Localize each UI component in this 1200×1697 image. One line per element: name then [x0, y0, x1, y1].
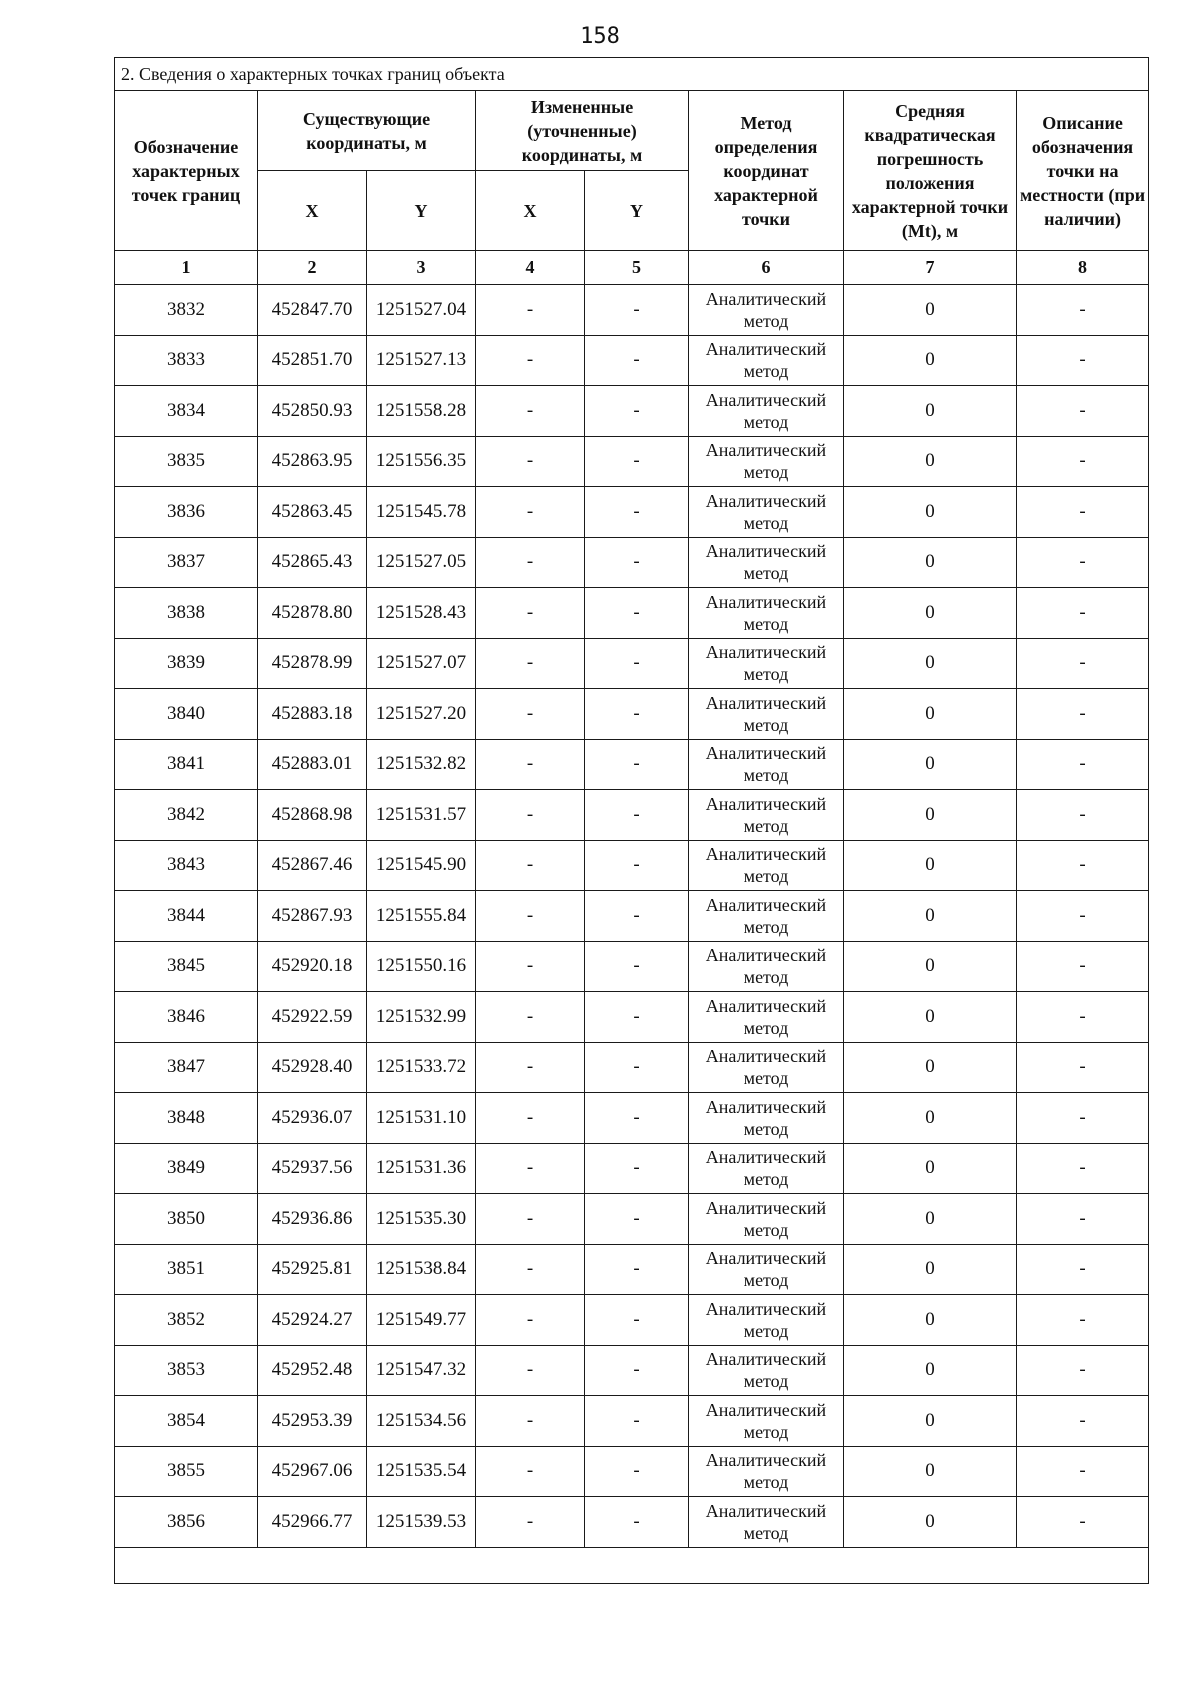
table-row: [115, 335, 1149, 386]
point-id-cell: 3841: [115, 739, 258, 790]
description-cell: -: [1017, 1244, 1149, 1295]
table-row: [115, 1295, 1149, 1346]
header-existing-y: Y: [367, 171, 476, 251]
changed-y-cell: -: [585, 840, 689, 891]
existing-x-cell: 452878.80: [258, 588, 367, 639]
error-cell: 0: [844, 739, 1017, 790]
description-cell: -: [1017, 638, 1149, 689]
changed-y-cell: -: [585, 1396, 689, 1447]
point-id-cell: 3848: [115, 1093, 258, 1144]
description-cell: -: [1017, 1042, 1149, 1093]
table-row: [115, 840, 1149, 891]
changed-x-cell: -: [476, 436, 585, 487]
point-id-cell: 3844: [115, 891, 258, 942]
existing-x-cell: 452847.70: [258, 285, 367, 336]
table-row: [115, 941, 1149, 992]
changed-x-cell: -: [476, 1244, 585, 1295]
changed-y-cell: -: [585, 1244, 689, 1295]
changed-y-cell: -: [585, 537, 689, 588]
existing-x-cell: 452966.77: [258, 1497, 367, 1548]
point-id-cell: 3849: [115, 1143, 258, 1194]
existing-x-cell: 452928.40: [258, 1042, 367, 1093]
method-cell: Аналитический метод: [689, 1244, 844, 1295]
point-id-cell: 3843: [115, 840, 258, 891]
changed-y-cell: -: [585, 1143, 689, 1194]
point-id-cell: 3854: [115, 1396, 258, 1447]
changed-y-cell: -: [585, 487, 689, 538]
header-method: Метод определения координат характерной точки: [689, 91, 844, 251]
existing-y-cell: 1251549.77: [367, 1295, 476, 1346]
changed-x-cell: -: [476, 638, 585, 689]
changed-x-cell: -: [476, 992, 585, 1043]
error-cell: 0: [844, 1194, 1017, 1245]
method-cell: Аналитический метод: [689, 891, 844, 942]
existing-y-cell: 1251547.32: [367, 1345, 476, 1396]
error-cell: 0: [844, 588, 1017, 639]
existing-y-cell: 1251532.99: [367, 992, 476, 1043]
blank-cell: [115, 1547, 1149, 1583]
method-cell: Аналитический метод: [689, 436, 844, 487]
changed-y-cell: -: [585, 1446, 689, 1497]
point-id-cell: 3846: [115, 992, 258, 1043]
table-blank-row: [115, 1547, 1149, 1583]
method-cell: Аналитический метод: [689, 1143, 844, 1194]
existing-x-cell: 452925.81: [258, 1244, 367, 1295]
changed-y-cell: -: [585, 335, 689, 386]
error-cell: 0: [844, 638, 1017, 689]
changed-y-cell: -: [585, 992, 689, 1043]
point-id-cell: 3838: [115, 588, 258, 639]
description-cell: -: [1017, 941, 1149, 992]
error-cell: 0: [844, 537, 1017, 588]
existing-y-cell: 1251527.07: [367, 638, 476, 689]
description-cell: -: [1017, 1345, 1149, 1396]
changed-x-cell: -: [476, 386, 585, 437]
existing-x-cell: 452924.27: [258, 1295, 367, 1346]
method-cell: Аналитический метод: [689, 689, 844, 740]
point-id-cell: 3845: [115, 941, 258, 992]
existing-y-cell: 1251531.57: [367, 790, 476, 841]
header-error: Средняя квадратическая погрешность положения характерной точки (Mt), м: [844, 91, 1017, 251]
error-cell: 0: [844, 285, 1017, 336]
changed-y-cell: -: [585, 689, 689, 740]
table-row: [115, 638, 1149, 689]
changed-y-cell: -: [585, 285, 689, 336]
error-cell: 0: [844, 436, 1017, 487]
changed-y-cell: -: [585, 436, 689, 487]
error-cell: 0: [844, 1345, 1017, 1396]
boundary-points-table: [114, 57, 1149, 1584]
description-cell: -: [1017, 1497, 1149, 1548]
existing-y-cell: 1251527.13: [367, 335, 476, 386]
changed-x-cell: -: [476, 1093, 585, 1144]
method-cell: Аналитический метод: [689, 992, 844, 1043]
method-cell: Аналитический метод: [689, 941, 844, 992]
table-row: [115, 689, 1149, 740]
existing-y-cell: 1251528.43: [367, 588, 476, 639]
table-row: [115, 992, 1149, 1043]
description-cell: -: [1017, 1295, 1149, 1346]
header-changed-y: Y: [585, 171, 689, 251]
description-cell: -: [1017, 588, 1149, 639]
point-id-cell: 3855: [115, 1446, 258, 1497]
error-cell: 0: [844, 1295, 1017, 1346]
existing-y-cell: 1251531.36: [367, 1143, 476, 1194]
changed-y-cell: -: [585, 1497, 689, 1548]
column-number: 4: [476, 251, 585, 285]
existing-x-cell: 452865.43: [258, 537, 367, 588]
table-row: [115, 1497, 1149, 1548]
description-cell: -: [1017, 1093, 1149, 1144]
changed-x-cell: -: [476, 1345, 585, 1396]
error-cell: 0: [844, 1093, 1017, 1144]
existing-y-cell: 1251534.56: [367, 1396, 476, 1447]
method-cell: Аналитический метод: [689, 335, 844, 386]
description-cell: -: [1017, 992, 1149, 1043]
table-row: [115, 1396, 1149, 1447]
description-cell: -: [1017, 840, 1149, 891]
point-id-cell: 3839: [115, 638, 258, 689]
existing-y-cell: 1251555.84: [367, 891, 476, 942]
changed-x-cell: -: [476, 335, 585, 386]
changed-x-cell: -: [476, 941, 585, 992]
error-cell: 0: [844, 487, 1017, 538]
existing-x-cell: 452863.95: [258, 436, 367, 487]
changed-y-cell: -: [585, 1093, 689, 1144]
description-cell: -: [1017, 1143, 1149, 1194]
existing-x-cell: 452878.99: [258, 638, 367, 689]
existing-x-cell: 452920.18: [258, 941, 367, 992]
existing-y-cell: 1251527.20: [367, 689, 476, 740]
changed-y-cell: -: [585, 638, 689, 689]
point-id-cell: 3853: [115, 1345, 258, 1396]
existing-x-cell: 452850.93: [258, 386, 367, 437]
existing-x-cell: 452863.45: [258, 487, 367, 538]
point-id-cell: 3842: [115, 790, 258, 841]
existing-x-cell: 452967.06: [258, 1446, 367, 1497]
existing-x-cell: 452936.07: [258, 1093, 367, 1144]
error-cell: 0: [844, 1042, 1017, 1093]
existing-y-cell: 1251533.72: [367, 1042, 476, 1093]
existing-y-cell: 1251527.04: [367, 285, 476, 336]
table-row: [115, 1194, 1149, 1245]
changed-x-cell: -: [476, 1295, 585, 1346]
header-existing-coordinates: Существующие координаты, м: [258, 91, 476, 171]
point-id-cell: 3851: [115, 1244, 258, 1295]
error-cell: 0: [844, 941, 1017, 992]
table-row: [115, 1143, 1149, 1194]
method-cell: Аналитический метод: [689, 1093, 844, 1144]
existing-y-cell: 1251535.54: [367, 1446, 476, 1497]
error-cell: 0: [844, 1143, 1017, 1194]
error-cell: 0: [844, 840, 1017, 891]
description-cell: -: [1017, 891, 1149, 942]
point-id-cell: 3834: [115, 386, 258, 437]
point-id-cell: 3836: [115, 487, 258, 538]
description-cell: -: [1017, 689, 1149, 740]
point-id-cell: 3850: [115, 1194, 258, 1245]
changed-y-cell: -: [585, 941, 689, 992]
point-id-cell: 3847: [115, 1042, 258, 1093]
existing-x-cell: 452937.56: [258, 1143, 367, 1194]
column-number: 6: [689, 251, 844, 285]
existing-x-cell: 452868.98: [258, 790, 367, 841]
changed-y-cell: -: [585, 1194, 689, 1245]
error-cell: 0: [844, 689, 1017, 740]
error-cell: 0: [844, 992, 1017, 1043]
existing-x-cell: 452953.39: [258, 1396, 367, 1447]
existing-x-cell: 452867.46: [258, 840, 367, 891]
existing-y-cell: 1251531.10: [367, 1093, 476, 1144]
error-cell: 0: [844, 891, 1017, 942]
header-changed-x: X: [476, 171, 585, 251]
error-cell: 0: [844, 386, 1017, 437]
point-id-cell: 3856: [115, 1497, 258, 1548]
column-number: 8: [1017, 251, 1149, 285]
changed-y-cell: -: [585, 790, 689, 841]
table-row: [115, 891, 1149, 942]
point-id-cell: 3835: [115, 436, 258, 487]
changed-x-cell: -: [476, 537, 585, 588]
error-cell: 0: [844, 335, 1017, 386]
changed-y-cell: -: [585, 1295, 689, 1346]
method-cell: Аналитический метод: [689, 739, 844, 790]
point-id-cell: 3840: [115, 689, 258, 740]
table-row: [115, 588, 1149, 639]
description-cell: -: [1017, 790, 1149, 841]
table-row: [115, 285, 1149, 336]
page-number: 158: [580, 24, 620, 49]
table-row: [115, 537, 1149, 588]
existing-y-cell: 1251532.82: [367, 739, 476, 790]
method-cell: Аналитический метод: [689, 638, 844, 689]
description-cell: -: [1017, 487, 1149, 538]
existing-x-cell: 452952.48: [258, 1345, 367, 1396]
existing-x-cell: 452851.70: [258, 335, 367, 386]
description-cell: -: [1017, 285, 1149, 336]
point-id-cell: 3832: [115, 285, 258, 336]
existing-x-cell: 452867.93: [258, 891, 367, 942]
error-cell: 0: [844, 1446, 1017, 1497]
column-number: 2: [258, 251, 367, 285]
description-cell: -: [1017, 335, 1149, 386]
method-cell: Аналитический метод: [689, 1497, 844, 1548]
changed-y-cell: -: [585, 891, 689, 942]
method-cell: Аналитический метод: [689, 1345, 844, 1396]
method-cell: Аналитический метод: [689, 1194, 844, 1245]
method-cell: Аналитический метод: [689, 1042, 844, 1093]
changed-x-cell: -: [476, 891, 585, 942]
header-description: Описание обозначения точки на местности (при наличии): [1017, 91, 1149, 251]
table-row: [115, 436, 1149, 487]
column-number: 1: [115, 251, 258, 285]
changed-x-cell: -: [476, 487, 585, 538]
table-row: [115, 739, 1149, 790]
changed-x-cell: -: [476, 1446, 585, 1497]
column-number: 5: [585, 251, 689, 285]
description-cell: -: [1017, 1446, 1149, 1497]
changed-y-cell: -: [585, 739, 689, 790]
header-existing-x: X: [258, 171, 367, 251]
existing-x-cell: 452883.01: [258, 739, 367, 790]
method-cell: Аналитический метод: [689, 840, 844, 891]
changed-x-cell: -: [476, 840, 585, 891]
description-cell: -: [1017, 739, 1149, 790]
changed-x-cell: -: [476, 689, 585, 740]
method-cell: Аналитический метод: [689, 1396, 844, 1447]
existing-y-cell: 1251527.05: [367, 537, 476, 588]
description-cell: -: [1017, 1396, 1149, 1447]
section-title: 2. Сведения о характерных точках границ объекта: [115, 58, 1149, 91]
point-id-cell: 3852: [115, 1295, 258, 1346]
method-cell: Аналитический метод: [689, 487, 844, 538]
table-row: [115, 1244, 1149, 1295]
existing-x-cell: 452936.86: [258, 1194, 367, 1245]
method-cell: Аналитический метод: [689, 386, 844, 437]
existing-y-cell: 1251558.28: [367, 386, 476, 437]
existing-y-cell: 1251539.53: [367, 1497, 476, 1548]
table-row: [115, 386, 1149, 437]
description-cell: -: [1017, 1194, 1149, 1245]
changed-y-cell: -: [585, 1345, 689, 1396]
changed-y-cell: -: [585, 588, 689, 639]
table-row: [115, 1446, 1149, 1497]
column-number: 3: [367, 251, 476, 285]
changed-x-cell: -: [476, 1194, 585, 1245]
changed-x-cell: -: [476, 1042, 585, 1093]
method-cell: Аналитический метод: [689, 790, 844, 841]
point-id-cell: 3833: [115, 335, 258, 386]
existing-y-cell: 1251556.35: [367, 436, 476, 487]
point-id-cell: 3837: [115, 537, 258, 588]
error-cell: 0: [844, 1244, 1017, 1295]
error-cell: 0: [844, 1396, 1017, 1447]
table-row: [115, 790, 1149, 841]
description-cell: -: [1017, 386, 1149, 437]
method-cell: Аналитический метод: [689, 1446, 844, 1497]
error-cell: 0: [844, 790, 1017, 841]
table-body: [115, 285, 1149, 1548]
existing-y-cell: 1251545.78: [367, 487, 476, 538]
changed-x-cell: -: [476, 1497, 585, 1548]
existing-y-cell: 1251538.84: [367, 1244, 476, 1295]
changed-x-cell: -: [476, 588, 585, 639]
method-cell: Аналитический метод: [689, 1295, 844, 1346]
column-number: 7: [844, 251, 1017, 285]
description-cell: -: [1017, 436, 1149, 487]
description-cell: -: [1017, 537, 1149, 588]
changed-x-cell: -: [476, 1143, 585, 1194]
changed-y-cell: -: [585, 386, 689, 437]
existing-y-cell: 1251550.16: [367, 941, 476, 992]
existing-y-cell: 1251535.30: [367, 1194, 476, 1245]
table-row: [115, 1345, 1149, 1396]
changed-x-cell: -: [476, 790, 585, 841]
existing-x-cell: 452883.18: [258, 689, 367, 740]
error-cell: 0: [844, 1497, 1017, 1548]
changed-x-cell: -: [476, 285, 585, 336]
method-cell: Аналитический метод: [689, 285, 844, 336]
table-row: [115, 1042, 1149, 1093]
changed-x-cell: -: [476, 739, 585, 790]
table-row: [115, 1093, 1149, 1144]
table-row: [115, 487, 1149, 538]
existing-x-cell: 452922.59: [258, 992, 367, 1043]
existing-y-cell: 1251545.90: [367, 840, 476, 891]
header-changed-coordinates: Измененные (уточненные) координаты, м: [476, 91, 689, 171]
changed-x-cell: -: [476, 1396, 585, 1447]
method-cell: Аналитический метод: [689, 537, 844, 588]
header-point: Обозначение характерных точек границ: [115, 91, 258, 251]
changed-y-cell: -: [585, 1042, 689, 1093]
method-cell: Аналитический метод: [689, 588, 844, 639]
